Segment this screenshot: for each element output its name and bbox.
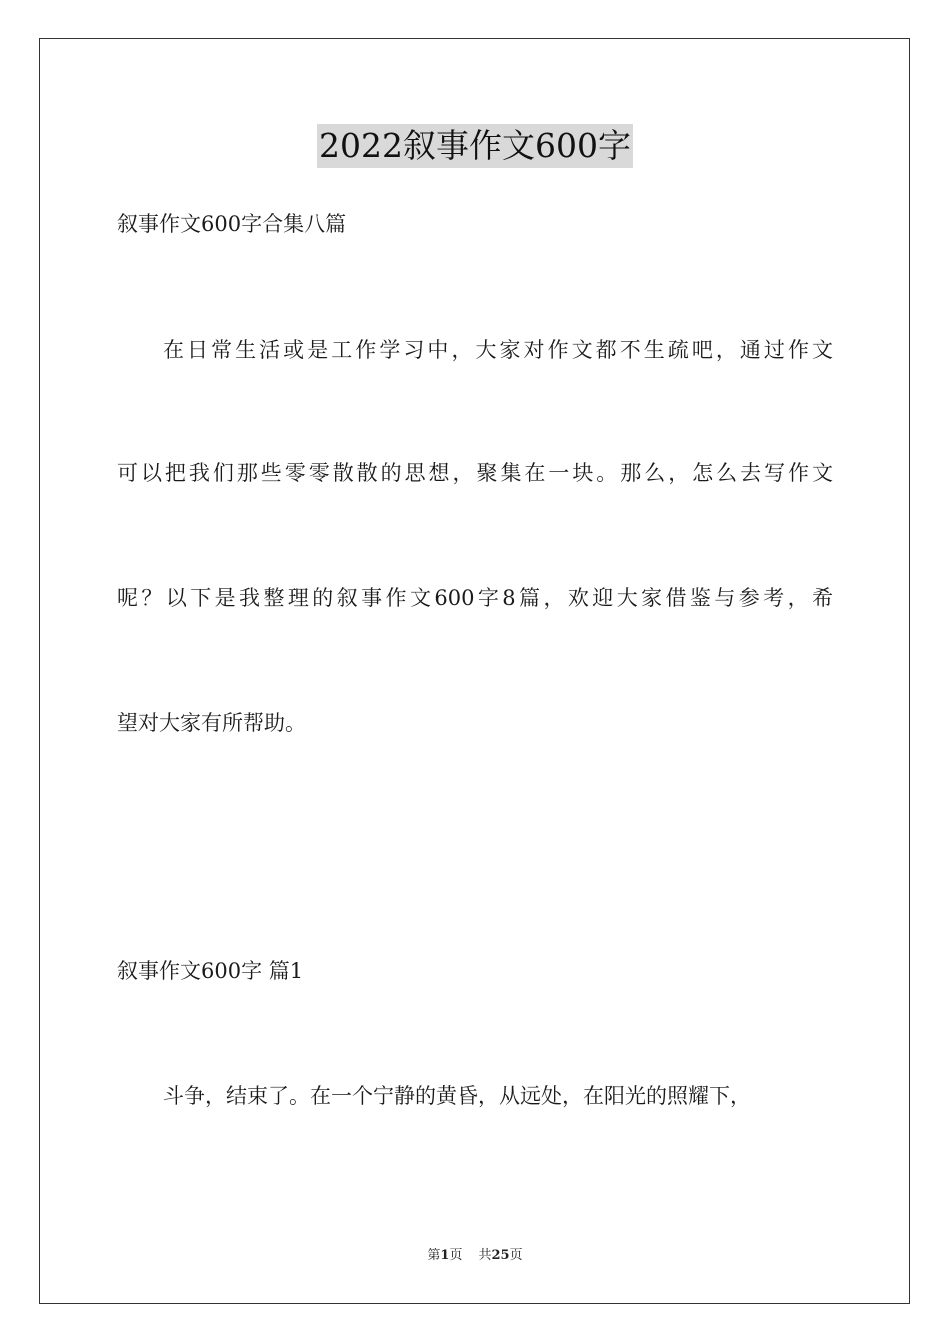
intro-paragraph-line-1: 在日常生活或是工作学习中，大家对作文都不生疏吧，通过作文 <box>163 338 833 362</box>
footer-page-prefix: 第 <box>427 1248 441 1263</box>
footer-total-pages: 25 <box>491 1248 510 1263</box>
footer-total-prefix: 共 <box>478 1248 492 1263</box>
section-heading: 叙事作文600字 篇1 <box>117 959 304 983</box>
section-paragraph-line-1: 斗争，结束了。在一个宁静的黄昏，从远处，在阳光的照耀下， <box>163 1084 751 1108</box>
intro-paragraph-line-4: 望对大家有所帮助。 <box>117 711 306 735</box>
footer-page-number: 1 <box>440 1248 450 1263</box>
intro-paragraph-line-2: 可以把我们那些零零散散的思想，聚集在一块。那么，怎么去写作文 <box>117 461 833 485</box>
footer-page-suffix: 页 <box>449 1248 463 1263</box>
title-container <box>0 124 950 168</box>
footer-total-suffix: 页 <box>509 1248 523 1263</box>
intro-paragraph-line-3: 呢？以下是我整理的叙事作文600字8篇，欢迎大家借鉴与参考，希 <box>117 586 833 610</box>
document-subtitle: 叙事作文600字合集八篇 <box>117 212 347 236</box>
document-title: 2022叙事作文600字 <box>317 124 633 168</box>
page-footer <box>0 1247 950 1265</box>
